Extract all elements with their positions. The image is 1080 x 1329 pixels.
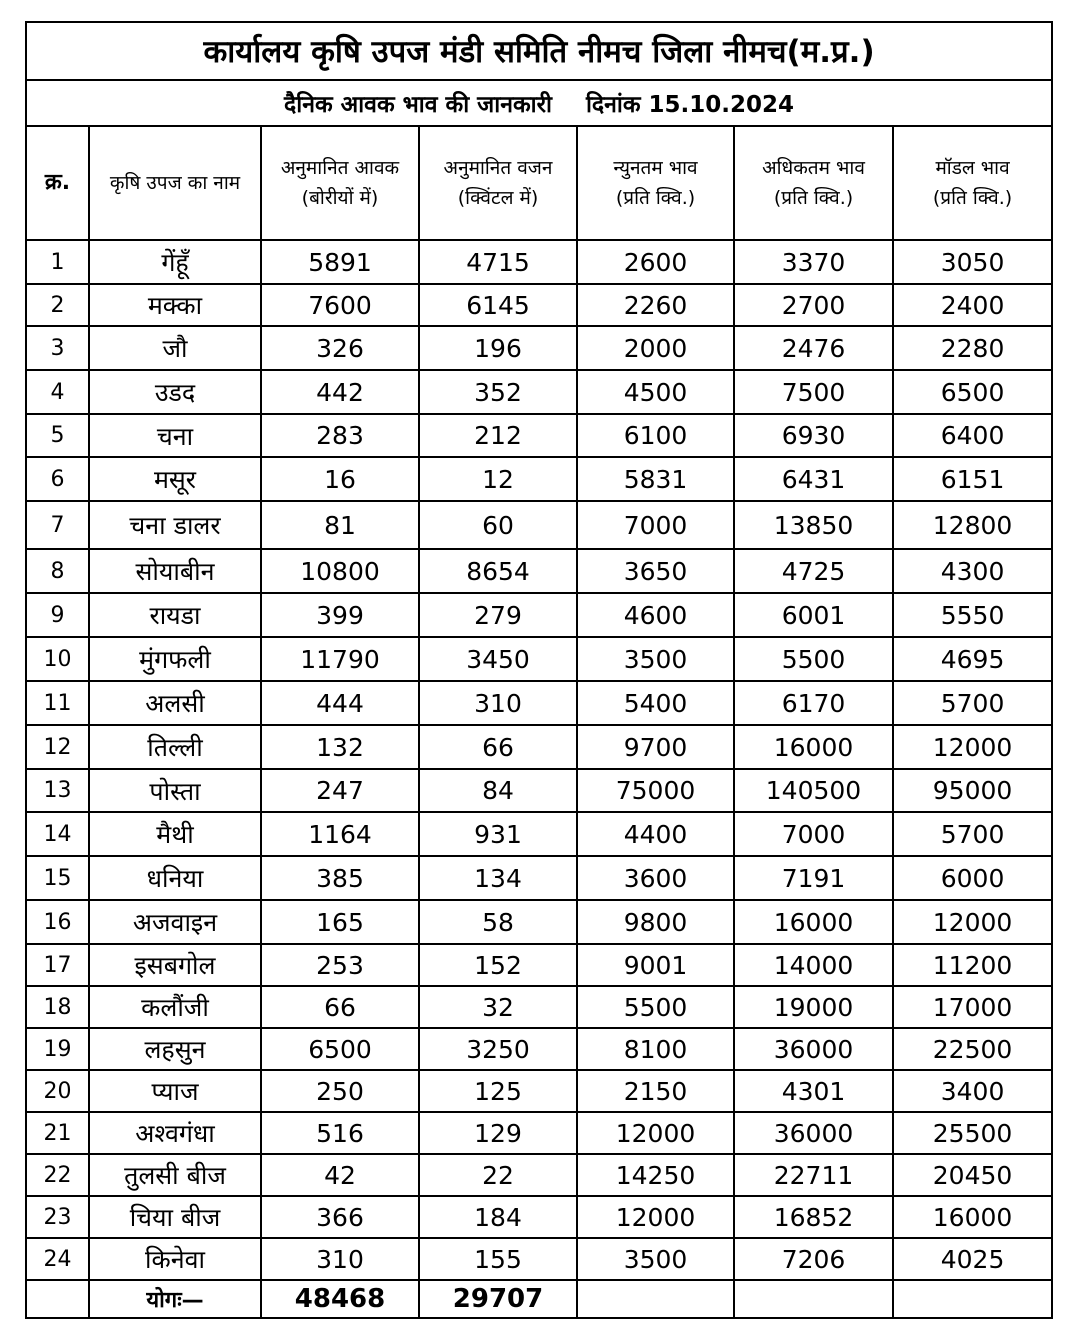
max-price-cell: 6001 [734, 593, 893, 637]
modal-price-cell: 5700 [893, 681, 1052, 725]
modal-price-cell: 6500 [893, 370, 1052, 414]
produce-name-cell: गेंहूँ [89, 240, 261, 284]
arrival-cell: 10800 [261, 549, 419, 593]
weight-cell: 58 [419, 900, 577, 944]
total-arrival: 48468 [261, 1280, 419, 1318]
serial-number-cell: 17 [26, 944, 89, 986]
max-price-cell: 22711 [734, 1154, 893, 1196]
arrival-cell: 16 [261, 457, 419, 501]
produce-name-cell: कलौंजी [89, 986, 261, 1028]
total-row [26, 1280, 1052, 1318]
modal-price-cell: 6151 [893, 457, 1052, 501]
modal-price-cell: 6400 [893, 414, 1052, 457]
subtitle-text: दैनिक आवक भाव की जानकारी [284, 92, 552, 118]
serial-number-cell: 23 [26, 1196, 89, 1238]
weight-cell: 155 [419, 1238, 577, 1280]
produce-name-cell: मैथी [89, 812, 261, 856]
min-price-cell: 12000 [577, 1112, 734, 1154]
modal-price-cell: 5700 [893, 812, 1052, 856]
max-price-cell: 36000 [734, 1112, 893, 1154]
serial-number-cell: 14 [26, 812, 89, 856]
min-price-cell: 4500 [577, 370, 734, 414]
produce-name-cell: चना डालर [89, 501, 261, 549]
modal-price-cell: 12000 [893, 900, 1052, 944]
weight-cell: 196 [419, 326, 577, 370]
table-row [26, 900, 1052, 944]
table-row [26, 501, 1052, 549]
modal-price-cell: 6000 [893, 856, 1052, 900]
produce-name-cell: सोयाबीन [89, 549, 261, 593]
arrival-cell: 516 [261, 1112, 419, 1154]
arrival-cell: 132 [261, 725, 419, 769]
table-row [26, 240, 1052, 284]
header-estimated-weight: अनुमानित वजन (क्विंटल में) [419, 126, 577, 240]
table-row [26, 1070, 1052, 1112]
max-price-cell: 6930 [734, 414, 893, 457]
header-modal-price: मॉडल भाव (प्रति क्वि.) [893, 126, 1052, 240]
min-price-cell: 6100 [577, 414, 734, 457]
table-row [26, 593, 1052, 637]
serial-number-cell: 9 [26, 593, 89, 637]
min-price-cell: 5500 [577, 986, 734, 1028]
max-price-cell: 7500 [734, 370, 893, 414]
total-empty-cell [26, 1280, 89, 1318]
modal-price-cell: 11200 [893, 944, 1052, 986]
arrival-cell: 7600 [261, 284, 419, 326]
min-price-cell: 3600 [577, 856, 734, 900]
table-row [26, 284, 1052, 326]
report-date: दिनांक 15.10.2024 [585, 92, 795, 118]
total-weight: 29707 [419, 1280, 577, 1318]
weight-cell: 32 [419, 986, 577, 1028]
weight-cell: 66 [419, 725, 577, 769]
table-row [26, 856, 1052, 900]
max-price-cell: 3370 [734, 240, 893, 284]
arrival-cell: 399 [261, 593, 419, 637]
modal-price-cell: 25500 [893, 1112, 1052, 1154]
max-price-cell: 7000 [734, 812, 893, 856]
table-row [26, 1112, 1052, 1154]
arrival-cell: 11790 [261, 637, 419, 681]
max-price-cell: 19000 [734, 986, 893, 1028]
produce-name-cell: इसबगोल [89, 944, 261, 986]
max-price-cell: 4301 [734, 1070, 893, 1112]
serial-number-cell: 4 [26, 370, 89, 414]
subtitle-row [26, 80, 1052, 126]
produce-name-cell: चना [89, 414, 261, 457]
arrival-cell: 310 [261, 1238, 419, 1280]
min-price-cell: 75000 [577, 769, 734, 812]
table-row [26, 681, 1052, 725]
produce-rows [26, 240, 1052, 1280]
modal-price-cell: 95000 [893, 769, 1052, 812]
table-row [26, 1154, 1052, 1196]
produce-name-cell: प्याज [89, 1070, 261, 1112]
weight-cell: 8654 [419, 549, 577, 593]
produce-name-cell: धनिया [89, 856, 261, 900]
modal-price-cell: 12000 [893, 725, 1052, 769]
table-row [26, 1238, 1052, 1280]
table-row [26, 637, 1052, 681]
mandi-rate-sheet [25, 21, 1051, 1319]
total-empty-cell [893, 1280, 1052, 1318]
table-row [26, 769, 1052, 812]
min-price-cell: 2150 [577, 1070, 734, 1112]
weight-cell: 3250 [419, 1028, 577, 1070]
max-price-cell: 2700 [734, 284, 893, 326]
min-price-cell: 2000 [577, 326, 734, 370]
table-row [26, 986, 1052, 1028]
arrival-cell: 6500 [261, 1028, 419, 1070]
max-price-cell: 16000 [734, 900, 893, 944]
max-price-cell: 6431 [734, 457, 893, 501]
max-price-cell: 36000 [734, 1028, 893, 1070]
header-min-price: न्युनतम भाव (प्रति क्वि.) [577, 126, 734, 240]
header-produce-name: कृषि उपज का नाम [89, 126, 261, 240]
modal-price-cell: 4695 [893, 637, 1052, 681]
produce-name-cell: तुलसी बीज [89, 1154, 261, 1196]
total-empty-cell [734, 1280, 893, 1318]
serial-number-cell: 19 [26, 1028, 89, 1070]
arrival-cell: 247 [261, 769, 419, 812]
arrival-cell: 66 [261, 986, 419, 1028]
weight-cell: 6145 [419, 284, 577, 326]
max-price-cell: 7206 [734, 1238, 893, 1280]
table-row [26, 1196, 1052, 1238]
modal-price-cell: 3400 [893, 1070, 1052, 1112]
serial-number-cell: 22 [26, 1154, 89, 1196]
weight-cell: 84 [419, 769, 577, 812]
max-price-cell: 16000 [734, 725, 893, 769]
min-price-cell: 5831 [577, 457, 734, 501]
arrival-cell: 283 [261, 414, 419, 457]
serial-number-cell: 10 [26, 637, 89, 681]
arrival-cell: 250 [261, 1070, 419, 1112]
modal-price-cell: 12800 [893, 501, 1052, 549]
max-price-cell: 14000 [734, 944, 893, 986]
produce-name-cell: पोस्ता [89, 769, 261, 812]
weight-cell: 4715 [419, 240, 577, 284]
produce-name-cell: रायडा [89, 593, 261, 637]
serial-number-cell: 2 [26, 284, 89, 326]
modal-price-cell: 17000 [893, 986, 1052, 1028]
min-price-cell: 2600 [577, 240, 734, 284]
modal-price-cell: 22500 [893, 1028, 1052, 1070]
modal-price-cell: 2280 [893, 326, 1052, 370]
serial-number-cell: 16 [26, 900, 89, 944]
min-price-cell: 12000 [577, 1196, 734, 1238]
table-row [26, 725, 1052, 769]
weight-cell: 279 [419, 593, 577, 637]
min-price-cell: 14250 [577, 1154, 734, 1196]
weight-cell: 152 [419, 944, 577, 986]
min-price-cell: 8100 [577, 1028, 734, 1070]
modal-price-cell: 2400 [893, 284, 1052, 326]
min-price-cell: 7000 [577, 501, 734, 549]
modal-price-cell: 4025 [893, 1238, 1052, 1280]
min-price-cell: 3500 [577, 1238, 734, 1280]
produce-name-cell: जौ [89, 326, 261, 370]
max-price-cell: 13850 [734, 501, 893, 549]
min-price-cell: 5400 [577, 681, 734, 725]
produce-name-cell: लहसुन [89, 1028, 261, 1070]
min-price-cell: 3650 [577, 549, 734, 593]
produce-name-cell: तिल्ली [89, 725, 261, 769]
arrival-cell: 81 [261, 501, 419, 549]
arrival-cell: 165 [261, 900, 419, 944]
serial-number-cell: 3 [26, 326, 89, 370]
serial-number-cell: 7 [26, 501, 89, 549]
produce-name-cell: मसूर [89, 457, 261, 501]
table-row [26, 944, 1052, 986]
arrival-cell: 5891 [261, 240, 419, 284]
table-row [26, 414, 1052, 457]
weight-cell: 931 [419, 812, 577, 856]
serial-number-cell: 21 [26, 1112, 89, 1154]
modal-price-cell: 4300 [893, 549, 1052, 593]
serial-number-cell: 6 [26, 457, 89, 501]
daily-arrival-rate-table [25, 21, 1053, 1319]
produce-name-cell: अलसी [89, 681, 261, 725]
produce-name-cell: अश्वगंधा [89, 1112, 261, 1154]
serial-number-cell: 13 [26, 769, 89, 812]
modal-price-cell: 3050 [893, 240, 1052, 284]
min-price-cell: 9001 [577, 944, 734, 986]
modal-price-cell: 20450 [893, 1154, 1052, 1196]
modal-price-cell: 16000 [893, 1196, 1052, 1238]
serial-number-cell: 20 [26, 1070, 89, 1112]
modal-price-cell: 5550 [893, 593, 1052, 637]
max-price-cell: 140500 [734, 769, 893, 812]
table-row [26, 326, 1052, 370]
produce-name-cell: मक्का [89, 284, 261, 326]
title-row [26, 22, 1052, 80]
weight-cell: 22 [419, 1154, 577, 1196]
total-label: योगः— [89, 1280, 261, 1318]
serial-number-cell: 12 [26, 725, 89, 769]
min-price-cell: 2260 [577, 284, 734, 326]
serial-number-cell: 1 [26, 240, 89, 284]
arrival-cell: 42 [261, 1154, 419, 1196]
serial-number-cell: 5 [26, 414, 89, 457]
min-price-cell: 9700 [577, 725, 734, 769]
weight-cell: 3450 [419, 637, 577, 681]
min-price-cell: 3500 [577, 637, 734, 681]
table-row [26, 457, 1052, 501]
produce-name-cell: अजवाइन [89, 900, 261, 944]
arrival-cell: 444 [261, 681, 419, 725]
serial-number-cell: 24 [26, 1238, 89, 1280]
weight-cell: 129 [419, 1112, 577, 1154]
header-estimated-arrival: अनुमानित आवक (बोरीयों में) [261, 126, 419, 240]
table-row [26, 370, 1052, 414]
max-price-cell: 2476 [734, 326, 893, 370]
weight-cell: 134 [419, 856, 577, 900]
weight-cell: 352 [419, 370, 577, 414]
arrival-cell: 366 [261, 1196, 419, 1238]
weight-cell: 310 [419, 681, 577, 725]
produce-name-cell: किनेवा [89, 1238, 261, 1280]
header-max-price: अधिकतम भाव (प्रति क्वि.) [734, 126, 893, 240]
max-price-cell: 4725 [734, 549, 893, 593]
serial-number-cell: 8 [26, 549, 89, 593]
max-price-cell: 5500 [734, 637, 893, 681]
max-price-cell: 6170 [734, 681, 893, 725]
subtitle-cell [26, 80, 1052, 126]
max-price-cell: 16852 [734, 1196, 893, 1238]
produce-name-cell: मुंगफली [89, 637, 261, 681]
weight-cell: 12 [419, 457, 577, 501]
min-price-cell: 4600 [577, 593, 734, 637]
column-header-row [26, 126, 1052, 240]
serial-number-cell: 11 [26, 681, 89, 725]
serial-number-cell: 15 [26, 856, 89, 900]
page-title: कार्यालय कृषि उपज मंडी समिति नीमच जिला नीमच(म.प्र.) [26, 22, 1052, 80]
arrival-cell: 326 [261, 326, 419, 370]
max-price-cell: 7191 [734, 856, 893, 900]
serial-number-cell: 18 [26, 986, 89, 1028]
table-row [26, 1028, 1052, 1070]
weight-cell: 184 [419, 1196, 577, 1238]
table-row [26, 549, 1052, 593]
min-price-cell: 9800 [577, 900, 734, 944]
produce-name-cell: चिया बीज [89, 1196, 261, 1238]
total-empty-cell [577, 1280, 734, 1318]
arrival-cell: 1164 [261, 812, 419, 856]
arrival-cell: 385 [261, 856, 419, 900]
arrival-cell: 442 [261, 370, 419, 414]
weight-cell: 60 [419, 501, 577, 549]
weight-cell: 125 [419, 1070, 577, 1112]
weight-cell: 212 [419, 414, 577, 457]
produce-name-cell: उडद [89, 370, 261, 414]
min-price-cell: 4400 [577, 812, 734, 856]
table-row [26, 812, 1052, 856]
arrival-cell: 253 [261, 944, 419, 986]
header-serial: क्र. [26, 126, 89, 240]
